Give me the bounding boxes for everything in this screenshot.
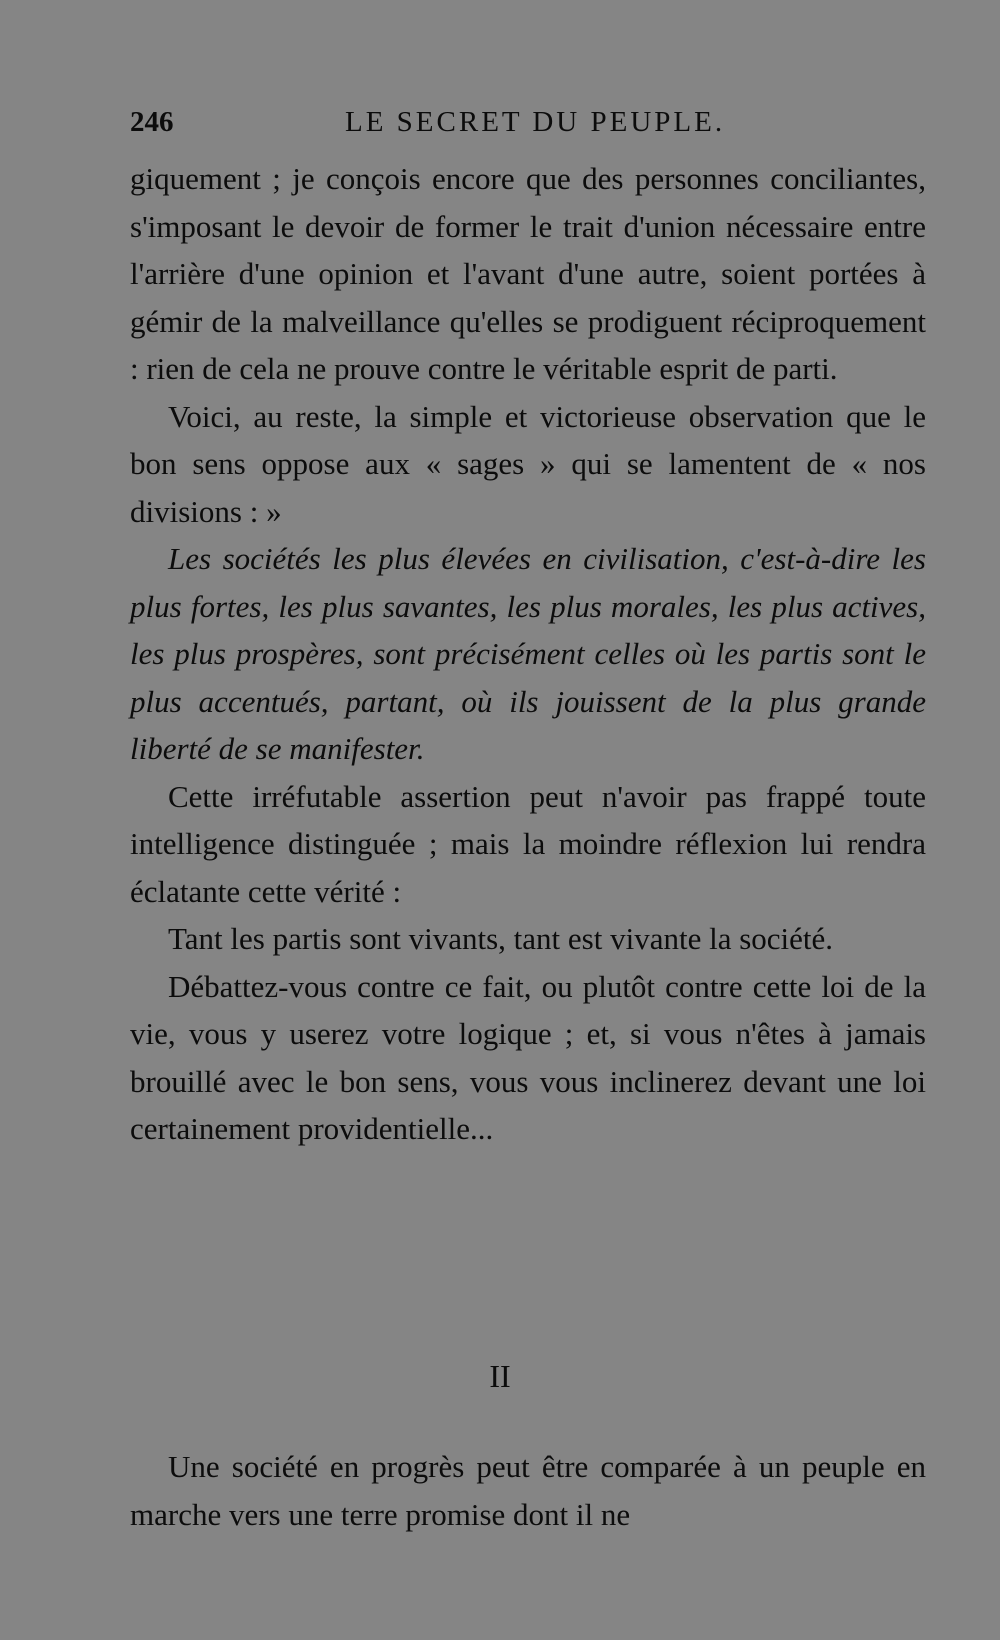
page-header — [130, 106, 926, 146]
paragraph-observation: Voici, au reste, la simple et victorieuse observation que le bon sens oppose aux « sages » qui se lamentent de « nos divisions : » — [130, 398, 926, 529]
body-text — [130, 155, 926, 1153]
section-text — [130, 1443, 926, 1538]
section-heading: II — [489, 1358, 511, 1394]
section-paragraph: Une société en progrès peut être comparée à un peuple en marche vers une terre promise dont il ne — [130, 1449, 926, 1532]
paragraph-italic-quote: Les sociétés les plus élevées en civilisation, c'est-à-dire les plus fortes, les plus savantes, les plus morales, les plus actives, les plus prospères, sont précisément celles où les partis sont le plus accentués, partant, où ils jouissent de la plus grande liberté de se manifester. — [130, 541, 926, 766]
page-number: 246 — [130, 106, 174, 138]
paragraph-continuation: giquement ; je conçois encore que des personnes conciliantes, s'imposant le devoir de former le trait d'union nécessaire entre l'arrière d'une opinion et l'avant d'une autre, soient portées à gémir de la malveillance qu'elles se prodiguent réciproquement : rien de cela ne prouve contre le véritable esprit de parti. — [130, 161, 926, 386]
paragraph-conclusion: Débattez-vous contre ce fait, ou plutôt contre cette loi de la vie, vous y userez votre logique ; et, si vous n'êtes à jamais brouillé avec le bon sens, vous vous inclinerez devant une loi certainement providentielle... — [130, 968, 926, 1146]
paragraph-assertion: Cette irréfutable assertion peut n'avoir pas frappé toute intelligence distinguée ; mais la moindre réflexion lui rendra éclatante cette vérité : — [130, 778, 926, 909]
running-title: LE SECRET DU PEUPLE. — [345, 106, 726, 138]
paragraph-maxim: Tant les partis sont vivants, tant est vivante la société. — [168, 921, 834, 956]
